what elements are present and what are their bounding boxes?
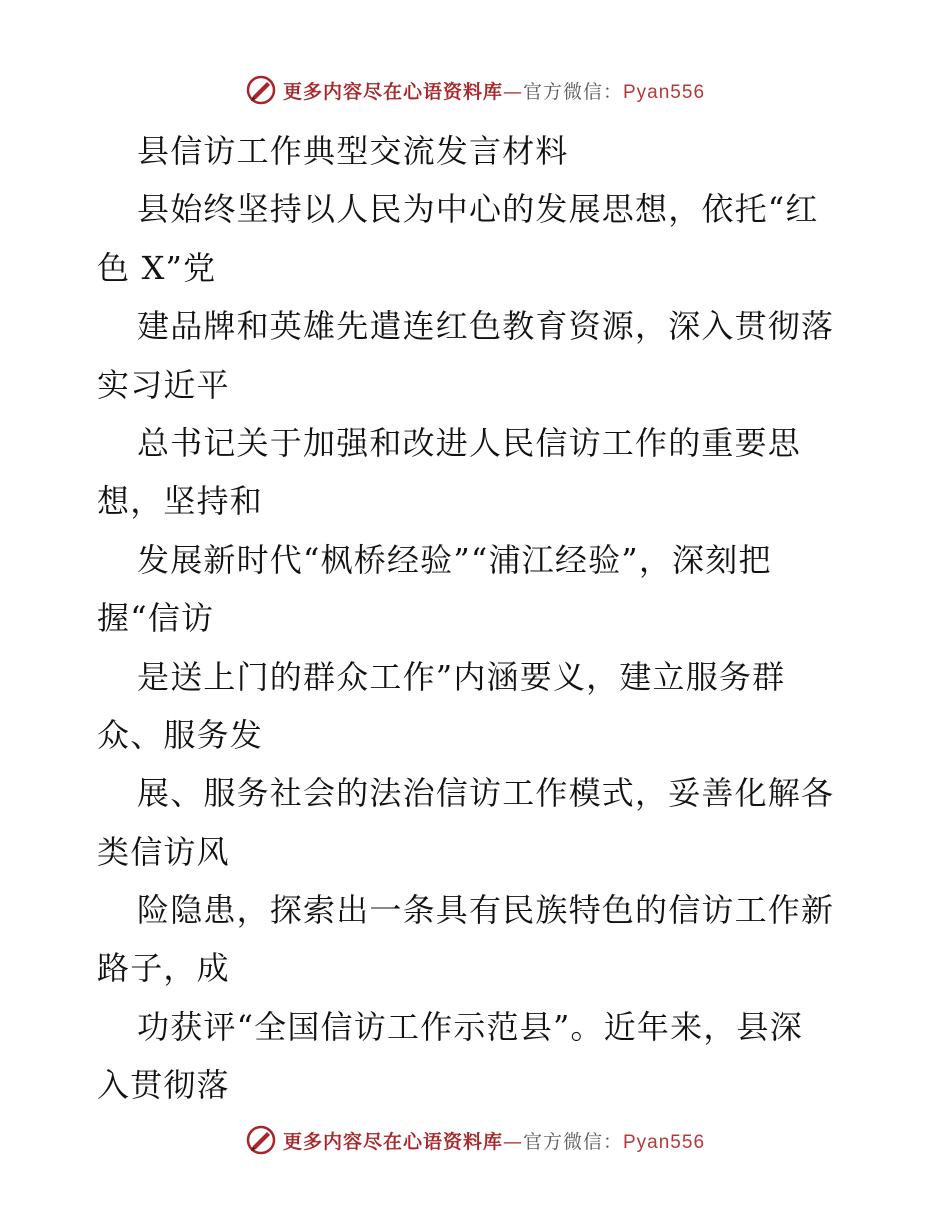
footer-banner xyxy=(0,1120,950,1160)
body-line: 是送上门的群众工作”内涵要义，建立服务群 xyxy=(137,657,786,696)
body-line: 县始终坚持以人民为中心的发展思想，依托“红 xyxy=(137,190,819,229)
body-line: 众、服务发 xyxy=(97,715,264,754)
body-line: 建品牌和英雄先遣连红色教育资源，深入贯彻落 xyxy=(137,307,835,346)
body-line: 展、服务社会的法治信访工作模式，妥善化解各 xyxy=(137,774,835,813)
document-body xyxy=(97,122,867,1115)
body-line: 功获评“全国信访工作示范县”。近年来，县深 xyxy=(137,1007,803,1046)
body-line: 想，坚持和 xyxy=(97,482,264,521)
body-line: 入贯彻落 xyxy=(97,1066,230,1105)
document-title: 县信访工作典型交流发言材料 xyxy=(137,132,569,170)
body-line: 实习近平 xyxy=(97,365,230,404)
banner-text: 更多内容尽在心语资料库—官方微信：Pyan556 xyxy=(282,80,706,103)
body-line: 色 X”党 xyxy=(97,248,217,287)
body-line: 路子，成 xyxy=(97,949,230,988)
pen-logo-icon xyxy=(245,74,277,106)
body-line: 总书记关于加强和改进人民信访工作的重要思 xyxy=(137,423,802,462)
body-line: 类信访风 xyxy=(97,832,230,871)
body-line: 发展新时代“枫桥经验”“浦江经验”，深刻把 xyxy=(137,540,772,579)
body-line: 握“信访 xyxy=(97,599,215,638)
pen-logo-icon xyxy=(245,1124,277,1156)
header-banner xyxy=(0,70,950,110)
body-line: 险隐患，探索出一条具有民族特色的信访工作新 xyxy=(137,891,835,930)
banner-text: 更多内容尽在心语资料库—官方微信：Pyan556 xyxy=(282,1130,706,1153)
